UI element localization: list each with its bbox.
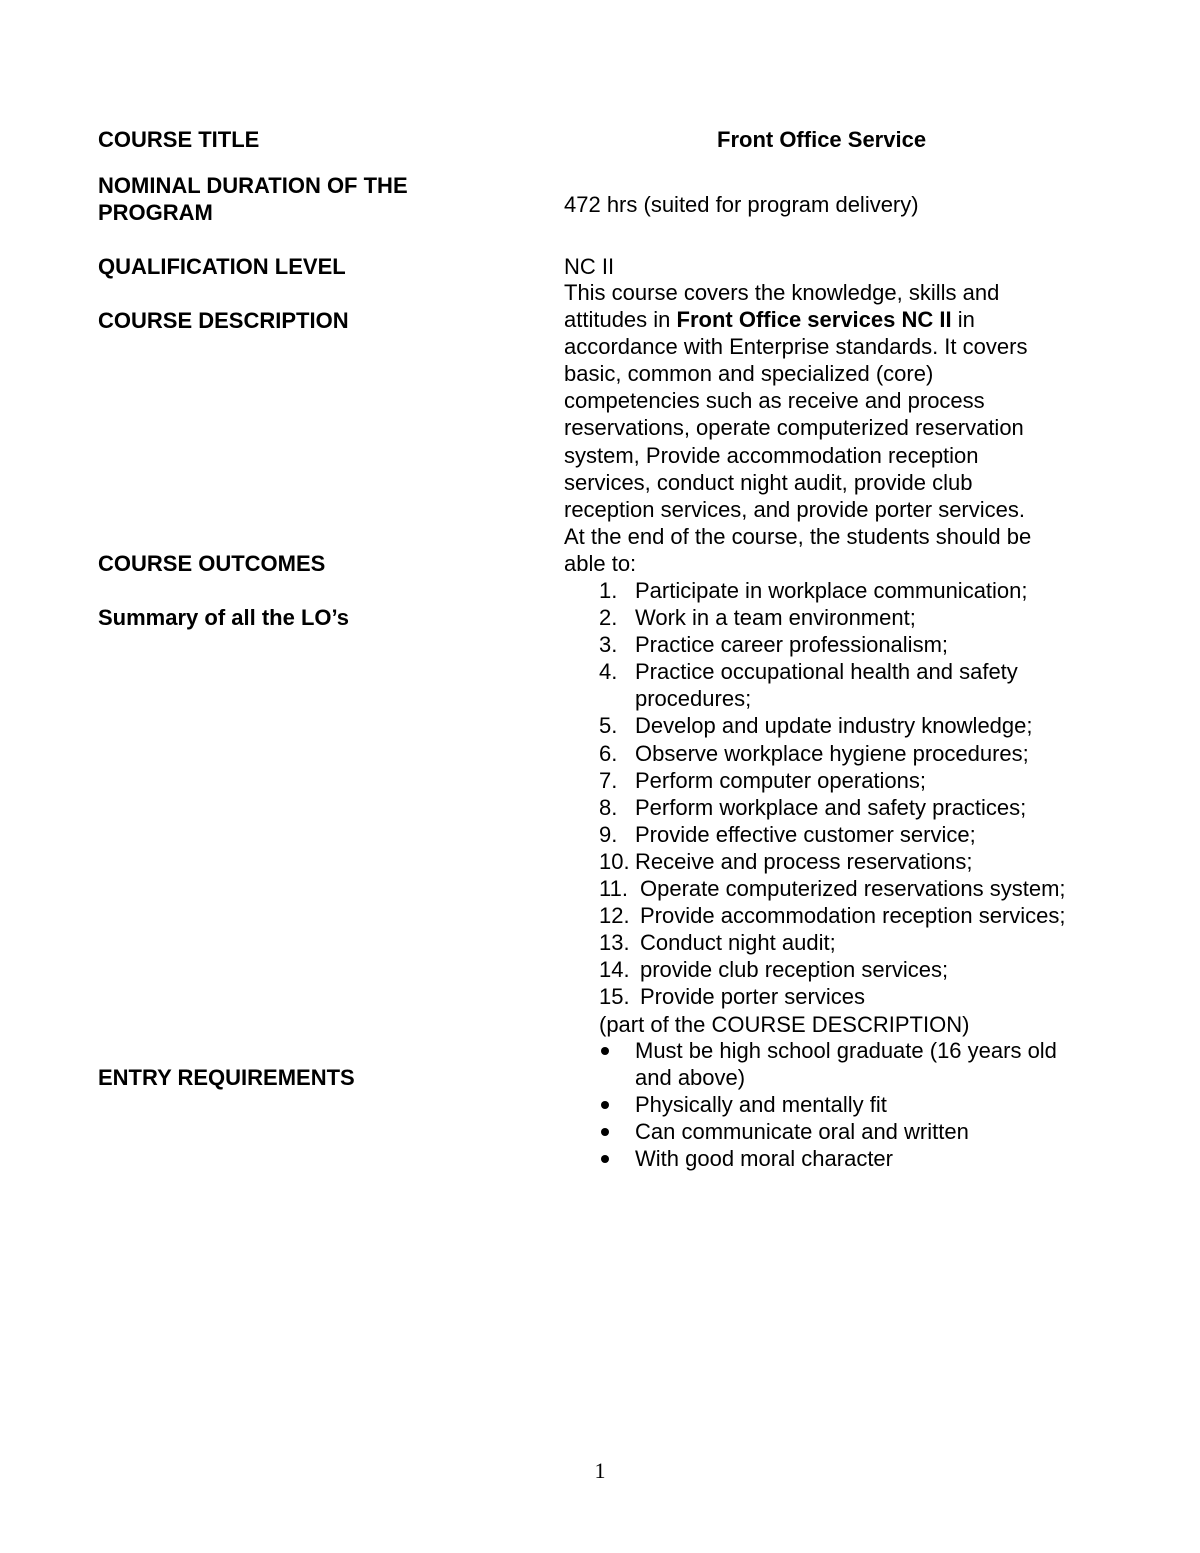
qualification-level-value: NC II (564, 254, 615, 279)
description-line: able to: (564, 550, 637, 576)
description-line: attitudes in Front Office services NC II in (564, 307, 975, 333)
bullet-icon (601, 1128, 609, 1136)
description-line: system, Provide accommodation reception (564, 442, 979, 468)
entry-requirements-label: ENTRY REQUIREMENTS (98, 1065, 355, 1090)
description-line: competencies such as receive and process (564, 388, 985, 414)
description-line: services, conduct night audit, provide club (564, 469, 973, 495)
bullet-icon (601, 1101, 609, 1109)
description-line: basic, common and specialized (core) (564, 361, 934, 387)
nominal-duration-value: 472 hrs (suited for program delivery) (564, 192, 919, 217)
course-outcomes-label: COURSE OUTCOMES (98, 551, 326, 576)
nominal-duration-label-line2: PROGRAM (98, 200, 213, 225)
description-line: reception services, and provide porter services. (564, 496, 1025, 522)
course-description-text (564, 279, 1031, 577)
description-line: This course covers the knowledge, skills and (564, 280, 1000, 305)
description-line: reservations, operate computerized reservation (564, 415, 1024, 441)
course-title-label: COURSE TITLE (98, 127, 260, 152)
page-number: 1 (594, 1458, 606, 1483)
description-line: At the end of the course, the students should be (564, 523, 1032, 549)
description-line: accordance with Enterprise standards. It covers (564, 334, 1028, 360)
bullet-icon (601, 1155, 609, 1163)
summary-los-label: Summary of all the LO’s (98, 605, 350, 630)
course-title-value: Front Office Service (717, 127, 927, 152)
qualification-level-label: QUALIFICATION LEVEL (98, 254, 346, 279)
course-description-label: COURSE DESCRIPTION (98, 308, 349, 333)
nominal-duration-label-line1: NOMINAL DURATION OF THE (98, 173, 408, 198)
bullet-icon (601, 1047, 609, 1055)
description-bold-qualification: Front Office services NC II (676, 307, 952, 333)
